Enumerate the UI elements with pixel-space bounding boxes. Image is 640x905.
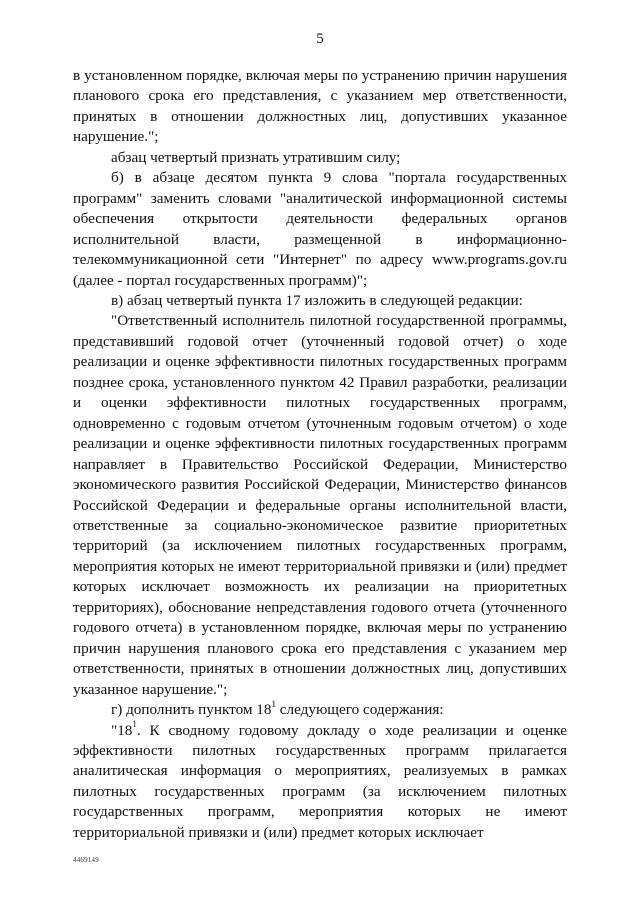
paragraph-3: б) в абзаце десятом пункта 9 слова "портала государственных программ" заменить словами "аналитической информационной системы обеспечения открытости деятельности федеральных органов исполнительной власти, размещенной в информационно-телекоммуникационной сети "Интернет" по адресу www.programs.gov.ru (далее - портал государственных программ)"; — [73, 169, 567, 289]
paragraph-1: в установленном порядке, включая меры по устранению причин нарушения планового срока его представления, с указанием мер ответственности, принятых в отношении должностных лиц, допустивших указанное нарушение."; — [73, 67, 567, 146]
paragraph-6-text-before: г) дополнить пунктом 18 — [111, 701, 272, 719]
paragraph-7 — [73, 721, 567, 844]
paragraph-7-text-before: "18 — [111, 721, 133, 739]
document-body — [73, 66, 567, 843]
paragraph-4: в) абзац четвертый пункта 17 изложить в следующей редакции: — [111, 291, 523, 309]
paragraph-6 — [73, 700, 567, 720]
paragraph-7-text-after: . К сводному годовому докладу о ходе реализации и оценке эффективности пилотных государственных программ прилагается аналитическая информация о мероприятиях, реализуемых в рамках пилотных государственных программ (за исключением пилотных государственных программ, мероприятия которых не имеют территориальной привязки и (или) предмет которых исключает — [73, 721, 567, 841]
paragraph-2: абзац четвертый признать утратившим силу; — [111, 148, 401, 166]
paragraph-7-superscript: 1 — [132, 719, 137, 730]
paragraph-5: "Ответственный исполнитель пилотной государственной программы, представивший годовой отчет (уточненный годовой отчет) о ходе реализации и оценке эффективности пилотных государственных программ позднее срока, установленного пунктом 42 Правил разработки, реализации и оценки эффективности пилотных государственных программ, одновременно с годовым отчетом (уточненным годовым отчетом) о ходе реализации и оценке эффективности пилотных государственных программ направляет в Правительство Российской Федерации, Министерство экономического развития Российской Федерации, Министерство финансов Российской Федерации и федеральные органы исполнительной власти, ответственные за социально-экономическое развитие приоритетных территорий (за исключением пилотных государственных программ, мероприятия которых не имеют территориальной привязки и (или) предмет которых исключает возможность их реализации на приоритетных территориях), обоснование непредставления годового отчета (уточненного годового отчета) в установленном порядке, включая меры по устранению причин нарушения планового срока его представления с указанием мер ответственности, принятых в отношении должностных лиц, допустивших указанное нарушение."; — [73, 312, 567, 698]
page-number: 5 — [316, 31, 324, 47]
footer-code: 4469149 — [73, 856, 99, 864]
paragraph-6-text-after: следующего содержания: — [275, 701, 444, 719]
paragraph-6-superscript: 1 — [271, 698, 276, 709]
